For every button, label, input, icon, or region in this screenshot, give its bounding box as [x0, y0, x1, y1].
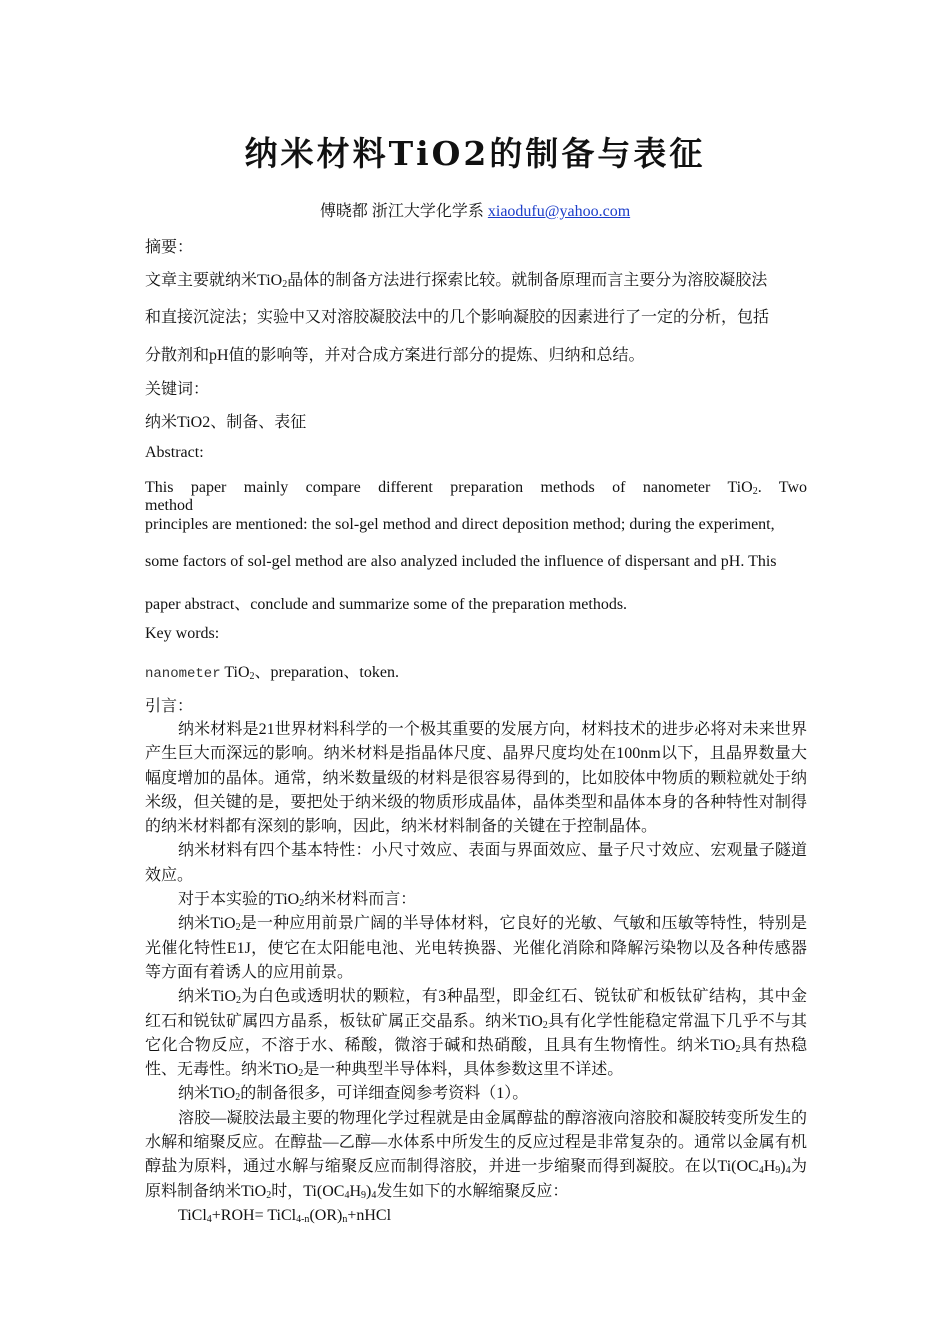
abstract-cn-heading: 摘要： [145, 239, 194, 256]
intro-paragraph-7: 溶胶—凝胶法最主要的物理化学过程就是由金属醇盐的醇溶液向溶胶和凝胶转变所发生的水解和缩聚反应。在醇盐—乙醇—水体系中所发生的反应过程是非常复杂的。通常以金属有机醇盐为原料，通过水解与缩聚反应而制得溶胶，并进一步缩聚而得到凝胶。在以$Ti(OC_4H_9)_4$为原料制备纳米TiO$_2$时，$Ti(OC_4H_9)_4$发生如下的水解缩聚反应： [145, 1109, 807, 1201]
abstract-en-line-4: paper abstract、conclude and summarize some of the preparation methods. [145, 596, 628, 613]
keywords-cn-text: 纳米TiO2、制备、表征 [145, 414, 307, 431]
intro-paragraph-1: 纳米材料是21世界材料科学的一个极其重要的发展方向，材料技术的进步必将对未来世界产生巨大而深远的影响。纳米材料是指晶体尺度、晶界尺度均处在100nm以下，且晶界数量大幅度增加的晶体。通常，纳米数量级的材料是很容易得到的，比如胶体中物质的颗粒就处于纳米级，但关键的是，要把处于纳米级的物质形成晶体，晶体类型和晶体本身的各种特性对制得的纳米材料都有深刻的影响，因此，纳米材料制备的关键在于控制晶体。 [145, 721, 807, 836]
abstract-en-heading: Abstract: [145, 444, 204, 461]
keywords-en-heading: Key words: [145, 625, 220, 642]
intro-body [145, 718, 807, 1228]
author-name: 傅晓都 浙江大学化学系 [319, 203, 484, 220]
author-email-link[interactable]: xiaodufu@yahoo.com [487, 203, 631, 220]
author-line [0, 198, 950, 221]
page-title: 纳米材料TiO2的制备与表征 [244, 134, 706, 173]
intro-paragraph-4: 纳米TiO$_2$是一种应用前景广阔的半导体材料，它良好的光敏、气敏和压敏等特性，特别是光催化特性E1J，使它在太阳能电池、光电转换器、光催化消除和降解污染物以及各种传感器等方面有着诱人的应用前景。 [145, 915, 807, 981]
reaction-equation: TiCl$_4$+ROH= $TiCl_{4-n}(OR)_n+nHCl$ [178, 1206, 392, 1225]
intro-paragraph-2: 纳米材料有四个基本特性：小尺寸效应、表面与界面效应、量子尺寸效应、宏观量子隧道效应。 [145, 842, 807, 884]
abstract-cn-line-1: 文章主要就纳米TiO$_2$晶体的制备方法进行探索比较。就制备原理而言主要分为溶胶凝胶法 [145, 272, 768, 290]
intro-heading: 引言： [145, 698, 194, 715]
intro-paragraph-6: 纳米TiO$_2$的制备很多，可详细查阅参考资料（1）。 [178, 1085, 529, 1104]
abstract-en-line-2: principles are mentioned: the sol-gel method and direct deposition method; during the experiment, [145, 516, 775, 533]
abstract-en-line-1: This paper mainly compare different preparation methods of nanometer TiO$_2$. Two method [145, 479, 808, 514]
abstract-en-line-3: some factors of sol-gel method are also analyzed included the influence of dispersant and pH. This [145, 553, 777, 570]
keywords-cn-heading: 关键词： [145, 381, 210, 398]
keywords-en-text: nanometer TiO$_2$、preparation、token. [145, 664, 399, 682]
abstract-cn-line-3: 分散剂和pH值的影响等，并对合成方案进行部分的提炼、归纳和总结。 [145, 347, 645, 364]
intro-paragraph-5: 纳米TiO$_2$为白色或透明状的颗粒，有3种晶型，即金红石、锐钛矿和板钛矿结构，其中金红石和锐钛矿属四方晶系，板钛矿属正交晶系。纳米TiO$_2$具有化学性能稳定常温下几乎不与其它化合物反应，不溶于水、稀酸，微溶于碱和热硝酸，且具有生物惰性。纳米TiO$_2$具有热稳性、无毒性。纳米TiO$_2$是一种典型半导体料，具体参数这里不详述。 [145, 988, 807, 1080]
abstract-cn-line-2: 和直接沉淀法；实验中又对溶胶凝胶法中的几个影响凝胶的因素进行了一定的分析，包括 [145, 309, 770, 326]
intro-paragraph-3: 对于本实验的TiO$_2$纳米材料而言： [178, 891, 417, 910]
